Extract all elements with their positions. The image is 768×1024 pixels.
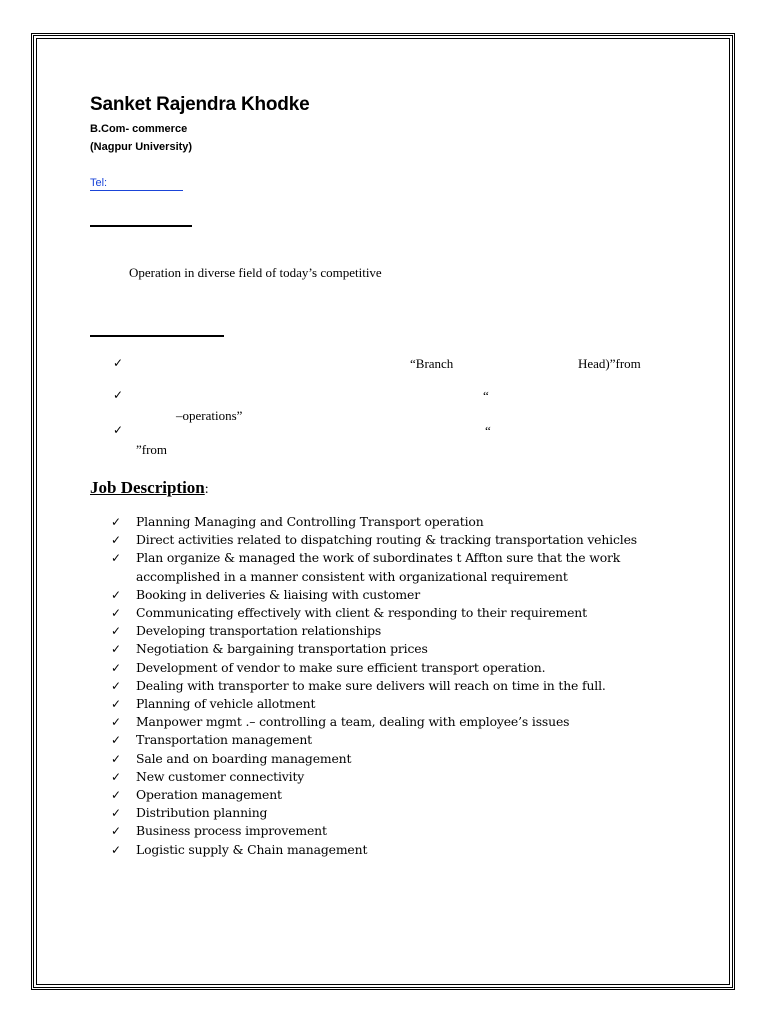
check-icon: ✓: [111, 551, 121, 566]
check-icon: ✓: [111, 715, 121, 730]
list-item-text: Sale and on boarding management: [136, 750, 352, 766]
check-icon: ✓: [111, 515, 121, 529]
list-item: [111, 549, 637, 567]
check-icon: ✓: [113, 356, 124, 370]
experience-row1-right: Head)”from: [578, 356, 641, 371]
check-icon: ✓: [111, 788, 121, 803]
list-item-text: Booking in deliveries & liaising with customer: [136, 586, 420, 602]
experience-row3-quote: “: [485, 423, 491, 438]
experience-row3-cont: ”from: [136, 442, 168, 457]
tel-link[interactable]: Tel:: [90, 177, 108, 189]
list-item-text: Manpower mgmt .– controlling a team, dealing with employee’s issues: [136, 714, 570, 730]
check-icon: ✓: [111, 806, 121, 821]
list-item: [111, 768, 637, 786]
list-item-text: New customer connectivity: [136, 768, 305, 784]
check-icon: ✓: [111, 678, 121, 693]
list-item: [111, 841, 637, 859]
list-item-text: Transportation management: [136, 732, 312, 748]
check-icon: ✓: [111, 642, 121, 657]
list-item: [111, 804, 637, 822]
check-icon: ✓: [111, 624, 121, 639]
job-description-heading-colon: :: [204, 482, 209, 497]
list-item-text: Plan organize & managed the work of subordinates t Affton sure that the work: [136, 550, 621, 566]
list-item: [111, 713, 637, 731]
check-icon: ✓: [113, 423, 124, 437]
job-description-heading: [90, 478, 209, 498]
list-item: [111, 622, 637, 640]
experience-row2-cont: –operations”: [176, 408, 243, 423]
list-item-text: Communicating effectively with client & responding to their requirement: [136, 605, 587, 621]
check-icon: ✓: [111, 842, 121, 857]
list-item: [111, 513, 637, 531]
check-icon: ✓: [111, 769, 121, 784]
list-item: [111, 586, 637, 604]
list-item-text: accomplished in a manner consistent with organizational requirement: [136, 568, 568, 584]
check-icon: ✓: [113, 388, 124, 402]
experience-row2-quote: “: [483, 388, 489, 403]
check-icon: ✓: [111, 697, 121, 712]
list-item-text: Developing transportation relationships: [136, 623, 382, 639]
list-item-text: Planning of vehicle allotment: [136, 696, 316, 712]
section-rule-experience: [90, 335, 224, 337]
list-item: [111, 640, 637, 658]
check-icon: ✓: [111, 533, 121, 548]
list-item: [111, 695, 637, 713]
check-icon: ✓: [111, 587, 121, 602]
list-item: [111, 731, 637, 749]
list-item-text: Direct activities related to dispatching routing & tracking transportation vehicles: [136, 532, 637, 548]
check-icon: ✓: [111, 660, 121, 675]
university-line: (Nagpur University): [90, 141, 193, 153]
list-item: [111, 531, 637, 549]
degree-line: B.Com- commerce: [90, 123, 188, 135]
list-item-text: Development of vendor to make sure efficient transport operation.: [136, 659, 546, 675]
list-item-text: Distribution planning: [136, 805, 268, 821]
check-icon: ✓: [111, 733, 121, 748]
list-item: [111, 604, 637, 622]
list-item: [111, 750, 637, 768]
list-item-text: Planning Managing and Controlling Transport operation: [136, 514, 484, 529]
list-item-text: Logistic supply & Chain management: [136, 841, 368, 857]
list-item-text: Negotiation & bargaining transportation prices: [136, 641, 428, 657]
job-description-list: [111, 513, 637, 859]
objective-text: Operation in diverse field of today’s competitive: [129, 265, 382, 280]
check-icon: ✓: [111, 751, 121, 766]
check-icon: ✓: [111, 606, 121, 621]
section-rule-objective: [90, 225, 192, 227]
list-item-text: Business process improvement: [136, 823, 327, 839]
candidate-name: Sanket Rajendra Khodke: [90, 94, 310, 115]
tel-underline: [90, 190, 183, 191]
job-description-heading-text: Job Description: [90, 478, 205, 497]
check-icon: ✓: [111, 824, 121, 839]
list-item: [111, 786, 637, 804]
list-item: [111, 659, 637, 677]
list-item: [111, 568, 637, 586]
list-item: [111, 822, 637, 840]
experience-row1-mid: “Branch: [410, 356, 454, 371]
list-item-text: Operation management: [136, 787, 282, 803]
list-item: [111, 677, 637, 695]
list-item-text: Dealing with transporter to make sure delivers will reach on time in the full.: [136, 677, 606, 693]
